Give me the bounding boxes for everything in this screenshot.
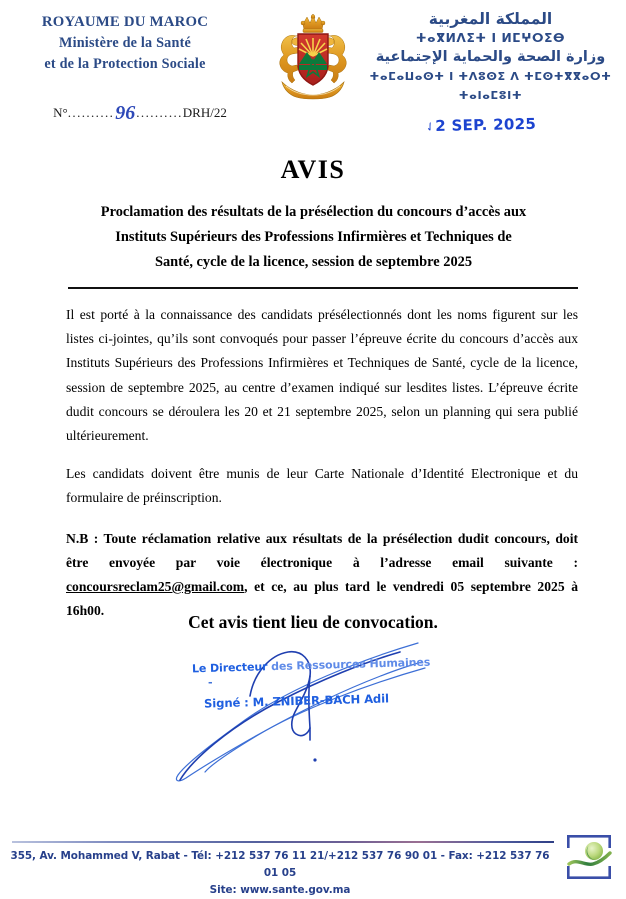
subtitle-line-3: Santé, cycle de la licence, session de septembre 2025 [154,254,473,270]
signature-block [150,640,480,805]
signature-title-rest: des Ressources Humaines [270,655,431,674]
title-divider [68,287,578,289]
page-subtitle [70,200,557,275]
reference-dots-right: .......... [136,105,183,120]
ministry-health-logo-icon [563,832,615,882]
nb-text-before-email: N.B : Toute réclamation relative aux résultats de la présélection dudit concours, doit être envoyée par voie électronique à l’adresse email suivante : [66,530,578,570]
footer-contact-info [4,848,556,899]
reference-suffix: DRH/22 [182,105,227,120]
body-nb-paragraph [66,527,578,624]
ministry-label-arabic: وزارة الصحة والحماية الإجتماعية [375,49,606,65]
ministry-label-tifinagh: ⵜⴰⵎⴰⵡⴰⵙⵜ ⵏ ⵜⴷⵓⵙⵉ ⴷ ⵜⵎⵙⵜⴳⴳⴰⵔⵜ ⵜⴰⵏⴰⵎⵓⵏⵜ [369,70,612,102]
ministry-title-arabic-tifinagh [363,10,618,105]
document-body [66,303,578,635]
subtitle-line-1: Proclamation des résultats de la présélection du concours d’accès aux [100,204,527,220]
document-header [0,0,626,150]
body-paragraph-1: Il est porté à la connaissance des candidats présélectionnés dont les noms figurent sur les listes ci-jointes, qu’ils sont convoqués pour passer l’épreuve écrite du concours d’accès aux Instituts Supérieurs des Professions Infirmières et Techniques de Santé, cycle de la licence, session de septembre 2025, au centre d’examen indiqué sur lesdites listes. L’épreuve écrite dudit concours se déroulera les 20 et 21 septembre 2025, selon un planning qui sera publié ultérieurement. [66,307,578,444]
reference-prefix: N° [53,105,68,120]
closing-statement: Cet avis tient lieu de convocation. [188,612,438,632]
subtitle-line-2: Instituts Supérieurs des Professions Infirmières et Techniques de [115,229,512,245]
footer-address-line: 355, Av. Mohammed V, Rabat - Tél: +212 537 76 11 21/+212 537 76 90 01 - Fax: +212 537 76 01 05 [10,850,550,879]
signature-title-prefix: Le Directeur [191,660,272,676]
reference-dots-left: .......... [67,105,115,120]
date-stamp [425,115,536,135]
body-paragraph-2: Les candidats doivent être munis de leur Carte Nationale d’Identité Electronique et du formulaire de préinscription. [66,466,578,506]
footer-divider [12,841,554,843]
reference-number-line [0,100,280,123]
footer-site-line: Site: www.sante.gov.ma [209,884,351,896]
nb-text-after-email: , et ce, au plus tard le vendredi 05 septembre 2025 à 16h00. [66,579,578,619]
stamp-tick-mark: ✓ [423,118,439,137]
kingdom-label-arabic: المملكة المغربية [428,10,553,28]
reference-handwritten-number: 96 [115,102,136,124]
date-stamp-text: 2 SEP. 2025 [435,114,537,135]
kingdom-label-tifinagh: ⵜⴰⴳⵍⴷⵉⵜ ⵏ ⵍⵎⵖⵔⵉⴱ [415,31,566,45]
ministry-label-line1: Ministère de la Santé [58,35,191,51]
contact-email-link[interactable]: concoursreclam25@gmail.com [66,579,245,595]
ministry-title-french [0,12,250,75]
ministry-label-line2: et de la Protection Sociale [44,56,206,72]
moroccan-coat-of-arms-icon [266,10,360,104]
signature-dash: - [208,676,213,689]
kingdom-label: ROYAUME DU MAROC [41,14,209,30]
page-title: AVIS [280,155,346,184]
signature-name: Signé : M. ZNIBER-BACH Adil [203,691,390,711]
